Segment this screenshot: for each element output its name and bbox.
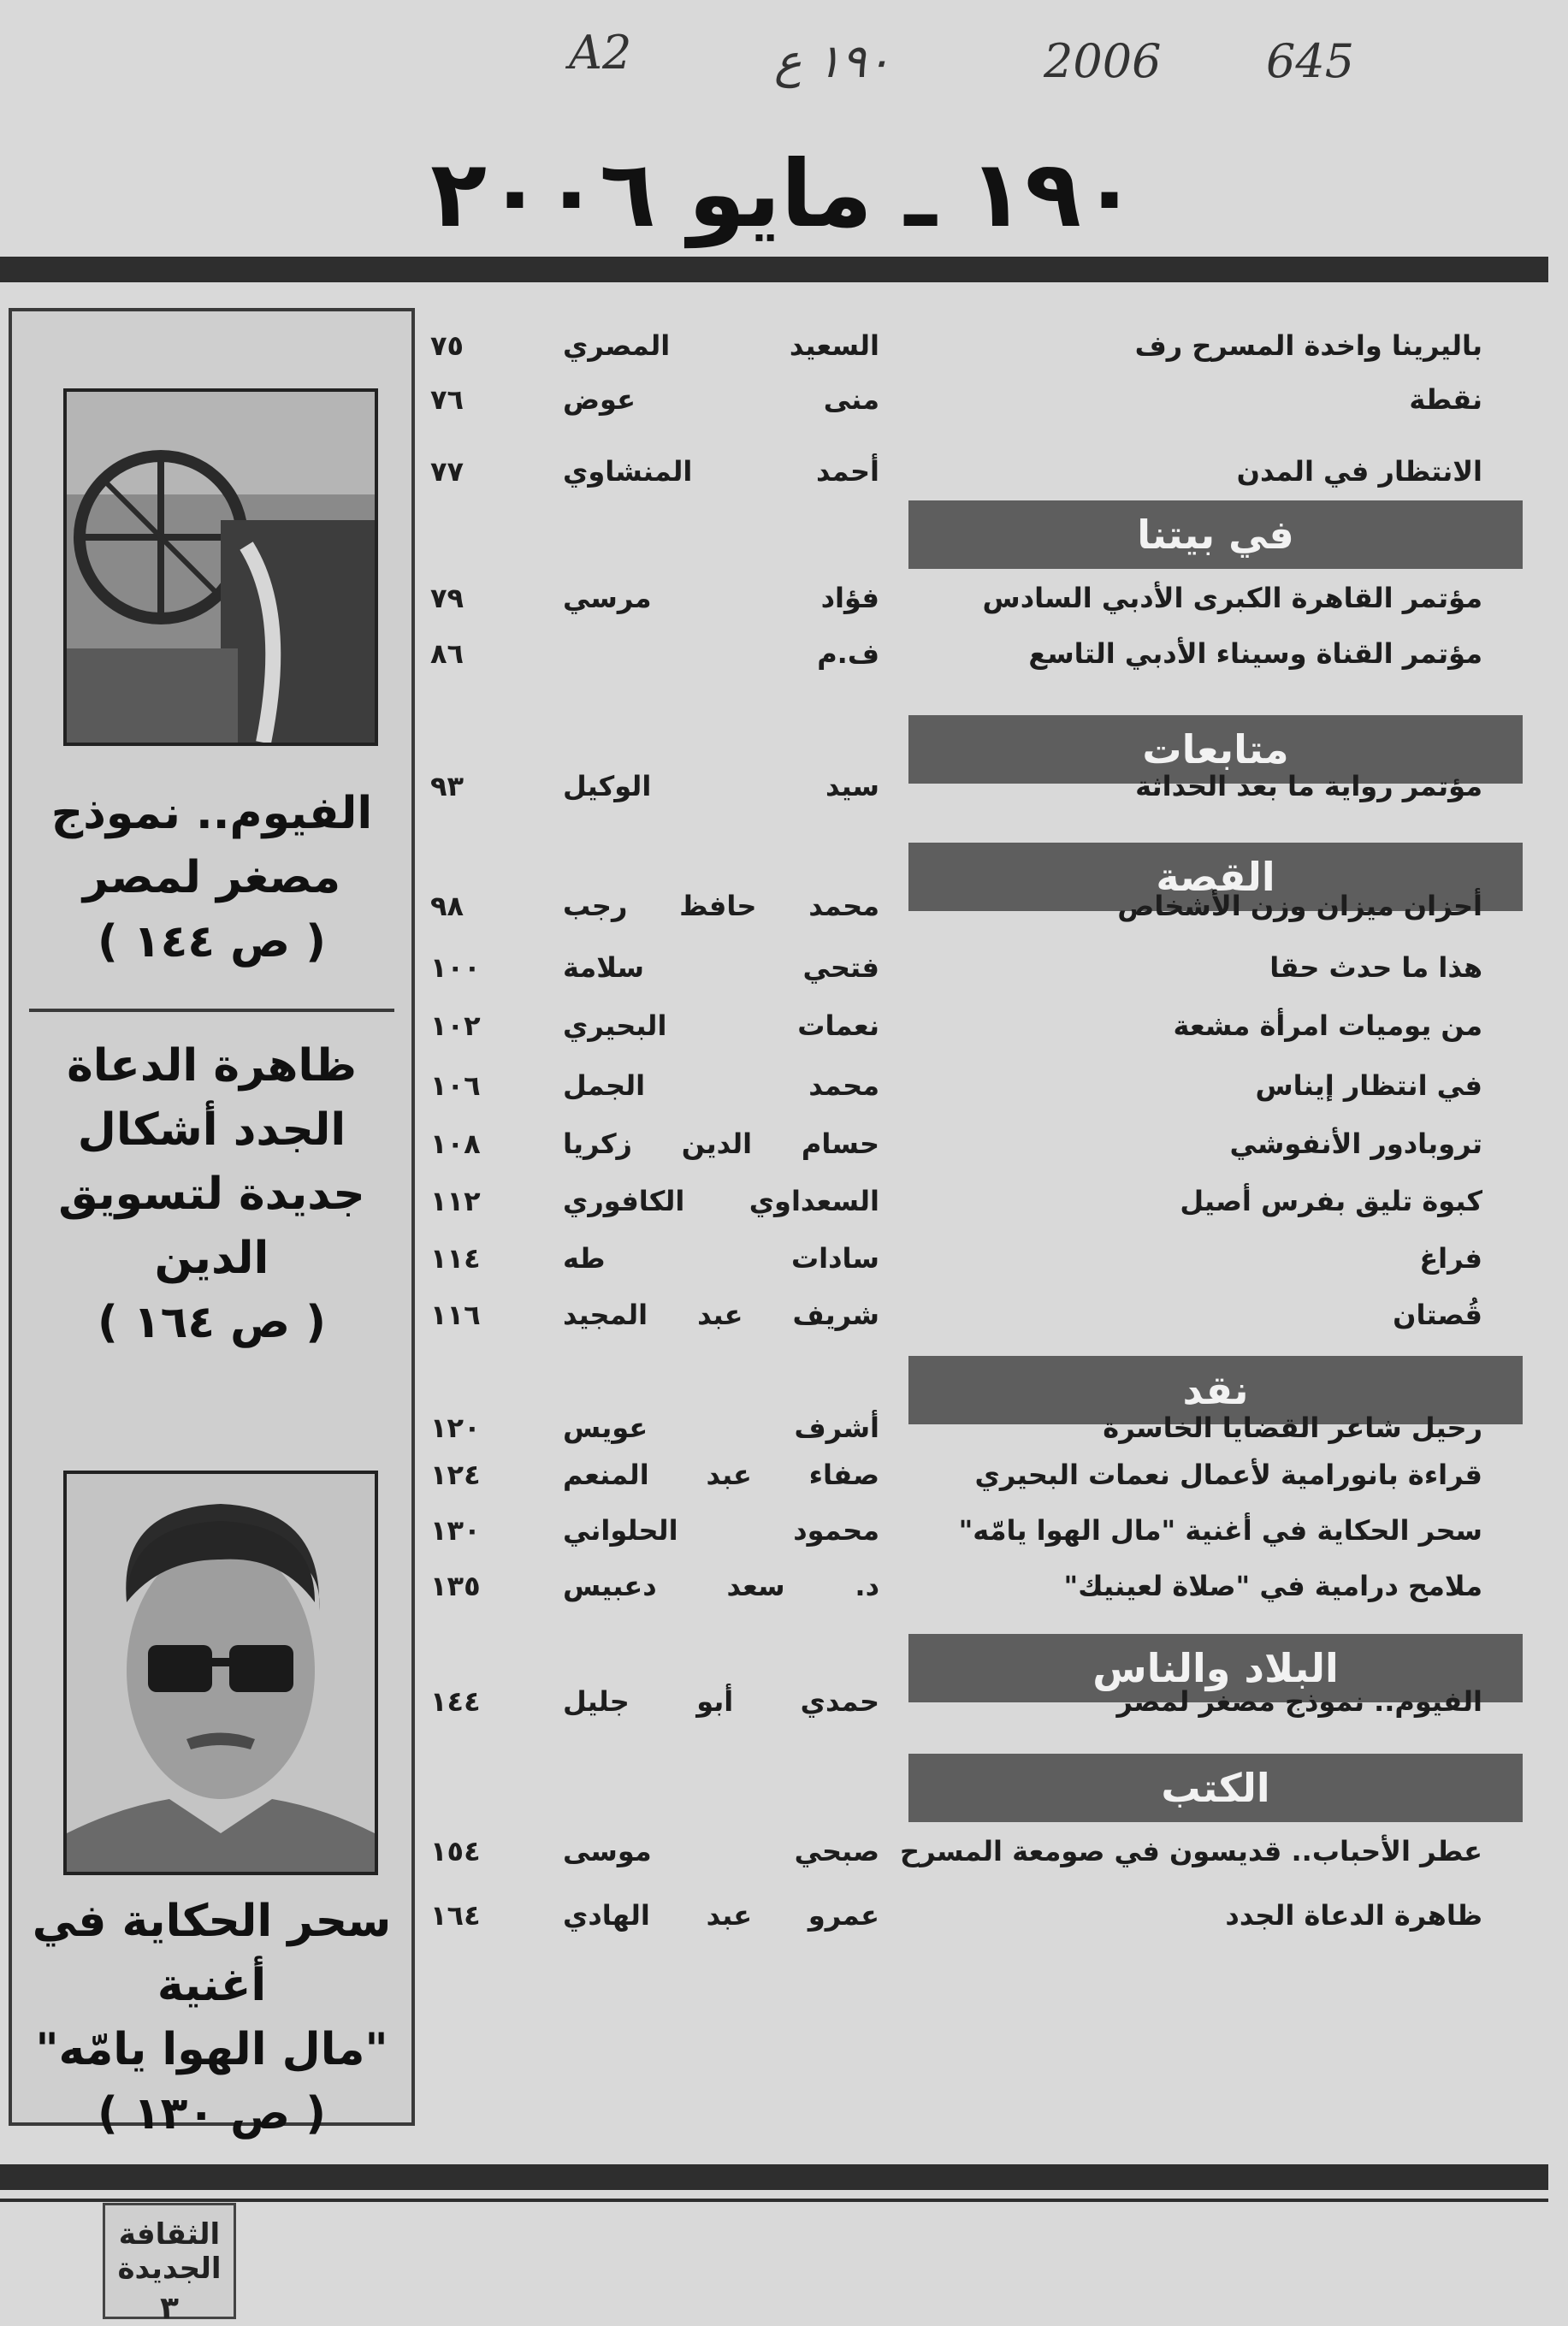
promo-preachers-line-1: ظاهرة الدعاة bbox=[67, 1040, 357, 1092]
toc-row bbox=[0, 1412, 1568, 1454]
toc-page: ١٤٤ bbox=[430, 1685, 481, 1718]
toc-page: ٩٣ bbox=[430, 770, 464, 802]
toc-author: نعمات البحيري bbox=[563, 1009, 879, 1042]
promo-preachers-line-2: الجدد أشكال bbox=[77, 1104, 346, 1156]
toc-page: ٨٦ bbox=[430, 637, 464, 670]
toc-page: ١١٢ bbox=[430, 1185, 481, 1217]
toc-title: مؤتمر القناة وسيناء الأدبي التاسع bbox=[1028, 637, 1482, 670]
toc-author: منى عوض bbox=[563, 383, 879, 416]
toc-row bbox=[0, 329, 1568, 372]
promo-preachers-page: ( ص ١٦٤ ) bbox=[97, 1297, 327, 1348]
toc-row bbox=[0, 383, 1568, 426]
toc-row bbox=[0, 582, 1568, 624]
toc-author: السعيد المصري bbox=[563, 329, 879, 362]
promo-song-line-1: سحر الحكاية في bbox=[32, 1896, 392, 1947]
toc-author: محمد الجمل bbox=[563, 1069, 879, 1102]
toc-author: حمدي أبو جليل bbox=[563, 1685, 879, 1718]
section-header: متابعات bbox=[908, 715, 1523, 784]
promo-fayoum-line-2: مصغر لمصر bbox=[82, 852, 341, 903]
toc-page: ١١٦ bbox=[430, 1299, 481, 1331]
toc-title: مؤتمر القاهرة الكبرى الأدبي السادس bbox=[982, 582, 1482, 614]
toc-page: ١٣٥ bbox=[430, 1570, 481, 1602]
toc-row bbox=[0, 1127, 1568, 1170]
toc-title: ملامح درامية في "صلاة لعينيك" bbox=[1063, 1570, 1482, 1602]
toc-row bbox=[0, 1009, 1568, 1052]
toc-author: عمرو عبد الهادي bbox=[563, 1899, 879, 1932]
toc-row bbox=[0, 1242, 1568, 1285]
footer-rule bbox=[0, 2164, 1548, 2190]
toc-author: د. سعد دعبيس bbox=[563, 1570, 879, 1602]
toc-title: قُصتان bbox=[1393, 1299, 1482, 1331]
toc-author: سيد الوكيل bbox=[563, 770, 879, 802]
toc-page: ١٠٦ bbox=[430, 1069, 481, 1102]
toc-page: ١٠٠ bbox=[430, 951, 481, 984]
toc-author: محمود الحلواني bbox=[563, 1514, 879, 1547]
toc-row bbox=[0, 1459, 1568, 1501]
toc-title: سحر الحكاية في أغنية "مال الهوا يامّه" bbox=[958, 1514, 1482, 1547]
toc-author: حسام الدين زكريا bbox=[563, 1127, 879, 1160]
promo-fayoum-line-1: الفيوم.. نموذج bbox=[50, 788, 373, 839]
toc-row bbox=[0, 1570, 1568, 1613]
toc-row bbox=[0, 890, 1568, 932]
toc-title: الانتظار في المدن bbox=[1236, 455, 1482, 488]
toc-author: شريف عبد المجيد bbox=[563, 1299, 879, 1331]
section-header: البلاد والناس bbox=[908, 1634, 1523, 1702]
toc-author: فؤاد مرسي bbox=[563, 582, 879, 614]
toc-author: ف.م bbox=[817, 637, 879, 670]
toc-title: في انتظار إيناس bbox=[1255, 1069, 1482, 1102]
toc-page: ١٢٠ bbox=[430, 1412, 481, 1444]
section-header: نقد bbox=[908, 1356, 1523, 1424]
toc-author: سادات طه bbox=[563, 1242, 879, 1275]
toc-row bbox=[0, 455, 1568, 498]
page-number: ٣ bbox=[160, 2291, 179, 2326]
toc-page: ٧٦ bbox=[430, 383, 464, 416]
handwritten-note-year: 2006 bbox=[1044, 34, 1162, 88]
toc-row bbox=[0, 951, 1568, 994]
toc-author: أحمد المنشاوي bbox=[563, 455, 879, 488]
toc-page: ١٣٠ bbox=[430, 1514, 481, 1547]
toc-title: كبوة تليق بفرس أصيل bbox=[1180, 1185, 1482, 1217]
toc-title: من يوميات امرأة مشعة bbox=[1173, 1009, 1482, 1042]
toc-row bbox=[0, 1899, 1568, 1942]
section-header: الكتب bbox=[908, 1754, 1523, 1822]
toc-row bbox=[0, 1299, 1568, 1341]
toc-row bbox=[0, 770, 1568, 813]
section-header: القصة bbox=[908, 843, 1523, 911]
section-header: في بيتنا bbox=[908, 500, 1523, 569]
toc-title: فراغ bbox=[1419, 1242, 1482, 1275]
toc-page: ١١٤ bbox=[430, 1242, 481, 1275]
issue-title: ١٩٠ ـ مايو ٢٠٠٦ bbox=[430, 141, 1138, 248]
toc-title: أحزان ميزان وزن الأشخاص bbox=[1117, 890, 1482, 922]
toc-row bbox=[0, 1185, 1568, 1228]
toc-row bbox=[0, 1069, 1568, 1112]
promo-song-line-2: أغنية bbox=[157, 1960, 267, 2011]
toc-row bbox=[0, 1685, 1568, 1728]
magazine-logo-text: الثقافة الجديدة bbox=[117, 2217, 222, 2286]
toc-title: نقطة bbox=[1409, 383, 1482, 416]
toc-title: باليرينا واخدة المسرح رف bbox=[1134, 329, 1482, 362]
toc-title: رحيل شاعر القضايا الخاسرة bbox=[1103, 1412, 1482, 1444]
toc-title: ظاهرة الدعاة الجدد bbox=[1225, 1899, 1482, 1932]
toc-title: الفيوم.. نموذج مصغر لمصر bbox=[1116, 1685, 1482, 1718]
toc-page: ٧٥ bbox=[430, 329, 464, 362]
promo-song-page: ( ص ١٣٠ ) bbox=[97, 2088, 327, 2140]
toc-page: ١٥٤ bbox=[430, 1835, 481, 1867]
toc-title: قراءة بانورامية لأعمال نعمات البحيري bbox=[974, 1459, 1482, 1491]
toc-author: فتحي سلامة bbox=[563, 951, 879, 984]
toc-author: صبحي موسى bbox=[563, 1835, 879, 1867]
promo-fayoum-page: ( ص ١٤٤ ) bbox=[97, 916, 327, 968]
toc-row bbox=[0, 637, 1568, 680]
toc-page: ١٠٢ bbox=[430, 1009, 481, 1042]
handwritten-note-a2: A2 bbox=[569, 26, 632, 80]
footer-thin-rule bbox=[0, 2199, 1548, 2202]
toc-title: هذا ما حدث حقا bbox=[1269, 951, 1482, 984]
toc-title: تروبادور الأنفوشي bbox=[1229, 1127, 1482, 1160]
toc-row bbox=[0, 1835, 1568, 1878]
toc-author: محمد حافظ رجب bbox=[563, 890, 879, 922]
toc-page: ١٦٤ bbox=[430, 1899, 481, 1932]
handwritten-note-issue: ١٩٠ ع bbox=[774, 34, 891, 88]
toc-title: عطر الأحباب.. قديسون في صومعة المسرح bbox=[900, 1835, 1482, 1867]
toc-page: ٧٩ bbox=[430, 582, 464, 614]
toc-author: صفاء عبد المنعم bbox=[563, 1459, 879, 1491]
toc-title: مؤتمر رواية ما بعد الحداثة bbox=[1135, 770, 1482, 802]
toc-author: السعداوي الكافوري bbox=[563, 1185, 879, 1217]
toc-page: ٧٧ bbox=[430, 455, 464, 488]
toc-row bbox=[0, 1514, 1568, 1557]
toc-page: ١٢٤ bbox=[430, 1459, 481, 1491]
toc-author: أشرف عويس bbox=[563, 1412, 879, 1444]
promo-preachers-line-3: جديدة لتسويق bbox=[58, 1169, 365, 1220]
promo-song-line-3: "مال الهوا يامّه" bbox=[35, 2024, 388, 2075]
promo-preachers-line-4: الدين bbox=[154, 1233, 269, 1284]
toc-page: ٩٨ bbox=[430, 890, 464, 922]
handwritten-note-code: 645 bbox=[1266, 34, 1355, 88]
magazine-logo bbox=[103, 2203, 236, 2326]
toc-page: ١٠٨ bbox=[430, 1127, 481, 1160]
